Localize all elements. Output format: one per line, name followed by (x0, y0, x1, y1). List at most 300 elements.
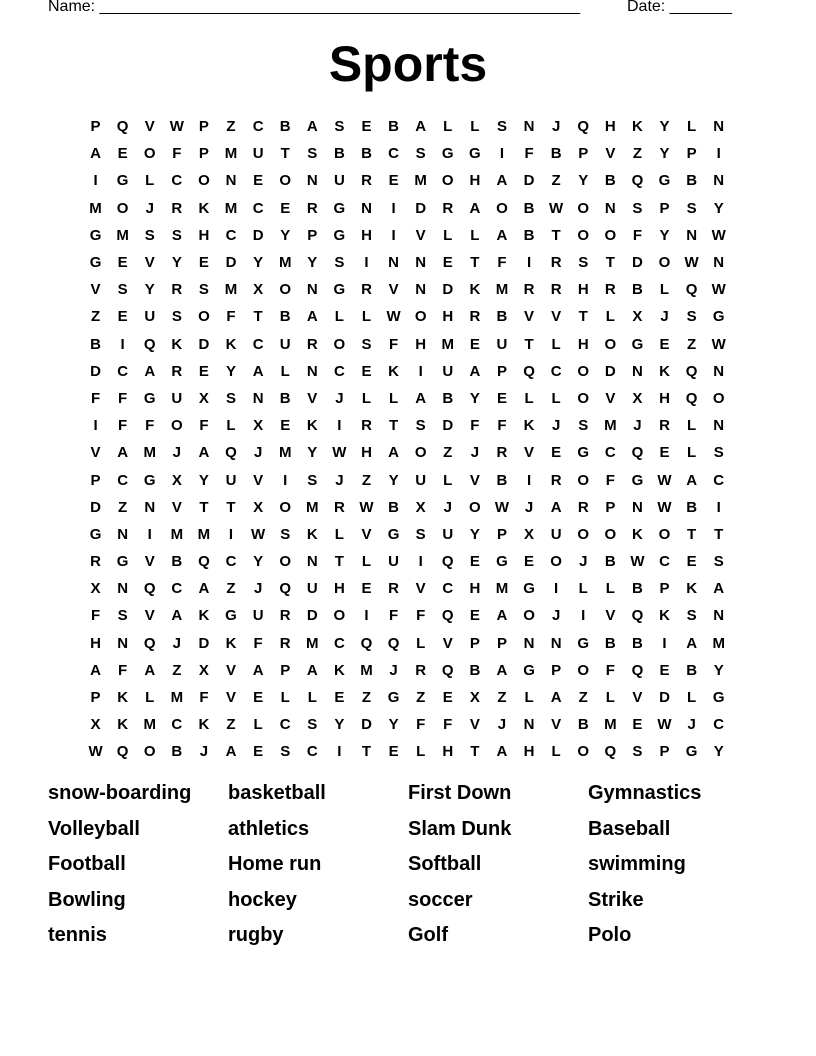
grid-letter: U (415, 471, 427, 489)
grid-letter: Q (631, 661, 644, 679)
grid-letter: Y (469, 525, 480, 543)
grid-letter: B (632, 281, 643, 299)
grid-letter: S (171, 226, 182, 244)
grid-letter: Q (685, 281, 698, 299)
grid-letter: R (279, 607, 291, 625)
word-list-item: Baseball (588, 817, 671, 840)
grid-letter: U (496, 335, 508, 353)
grid-letter: G (631, 335, 644, 353)
grid-letter: U (306, 580, 318, 598)
grid-letter: M (278, 254, 292, 272)
grid-letter: D (198, 335, 210, 353)
grid-letter: E (198, 362, 209, 380)
grid-letter: E (469, 607, 480, 625)
grid-letter: J (253, 444, 263, 462)
grid-letter: N (117, 525, 129, 543)
grid-letter: N (117, 580, 129, 598)
grid-letter: F (226, 308, 236, 326)
grid-row (82, 711, 742, 738)
grid-row (82, 575, 742, 602)
grid-letter: N (632, 362, 643, 380)
grid-letter: N (550, 634, 562, 652)
grid-letter: L (470, 226, 480, 244)
grid-letter: L (416, 743, 426, 761)
grid-letter: S (632, 199, 643, 217)
grid-letter: O (279, 172, 292, 190)
grid-letter: G (469, 145, 481, 163)
grid-letter: M (116, 226, 129, 244)
grid-letter: L (334, 308, 344, 326)
word-list-item: snow-boarding (48, 782, 192, 804)
grid-letter: P (659, 743, 670, 761)
grid-letter: Q (279, 580, 292, 598)
grid-letter: L (551, 743, 561, 761)
grid-letter: N (117, 634, 129, 652)
grid-letter: Q (116, 118, 129, 136)
grid-letter: B (469, 661, 481, 679)
grid-letter: G (116, 553, 129, 571)
grid-letter: O (198, 308, 210, 326)
grid-letter: V (551, 716, 562, 734)
grid-letter: B (361, 145, 372, 163)
grid-letter: L (605, 689, 615, 707)
grid-letter: P (496, 525, 507, 543)
grid-letter: Y (307, 254, 318, 272)
grid-letter: S (144, 226, 155, 244)
grid-letter: C (171, 172, 183, 190)
grid-letter: N (415, 281, 427, 299)
grid-letter: M (441, 335, 455, 353)
grid-letter: W (684, 254, 699, 272)
grid-letter: H (604, 118, 616, 136)
grid-letter: K (632, 118, 643, 136)
grid-letter: L (280, 362, 290, 380)
grid-letter: S (280, 525, 291, 543)
grid-letter: R (171, 281, 183, 299)
grid-letter: A (306, 661, 318, 679)
grid-letter: J (551, 118, 561, 136)
grid-letter: Q (631, 607, 644, 625)
grid-letter: O (170, 417, 183, 435)
grid-letter: E (659, 661, 670, 679)
word-list-item: Slam Dunk (408, 817, 512, 840)
grid-letter: M (89, 199, 102, 217)
grid-letter: S (496, 118, 507, 136)
grid-letter: P (551, 661, 562, 679)
grid-letter: A (144, 362, 156, 380)
grid-letter: I (581, 607, 586, 625)
grid-letter: D (523, 172, 535, 190)
grid-letter: K (198, 607, 210, 625)
grid-letter: O (604, 226, 617, 244)
grid-letter: R (415, 661, 427, 679)
grid-letter: S (334, 254, 345, 272)
grid-letter: U (442, 362, 454, 380)
grid-letter: A (415, 118, 427, 136)
grid-letter: J (253, 580, 263, 598)
name-field-label: Name: ______________________________________________________ (48, 0, 581, 15)
grid-letter: O (333, 607, 346, 625)
grid-letter: U (252, 607, 264, 625)
grid-letter: D (252, 226, 264, 244)
grid-letter: X (469, 689, 480, 707)
grid-letter: D (90, 498, 101, 516)
grid-letter: X (524, 525, 535, 543)
grid-letter: W (657, 471, 672, 489)
grid-letter: Y (253, 254, 264, 272)
grid-letter: D (90, 362, 101, 380)
grid-letter: O (604, 525, 617, 543)
grid-letter: N (306, 172, 318, 190)
grid-letter: O (143, 743, 156, 761)
grid-letter: B (604, 553, 616, 571)
grid-letter: O (577, 661, 590, 679)
grid-letter: F (524, 145, 534, 163)
grid-row (82, 412, 742, 439)
grid-letter: Y (280, 226, 291, 244)
grid-letter: I (526, 471, 532, 489)
grid-letter: G (631, 471, 644, 489)
grid-letter: H (442, 743, 454, 761)
grid-letter: H (90, 634, 101, 652)
grid-letter: M (604, 716, 617, 734)
grid-letter: M (224, 281, 238, 299)
grid-letter: N (361, 199, 372, 217)
grid-letter: G (496, 553, 508, 571)
grid-letter: F (470, 417, 480, 435)
grid-letter: X (253, 498, 264, 516)
grid-letter: Z (443, 444, 453, 462)
grid-letter: R (496, 444, 508, 462)
grid-letter: T (334, 553, 344, 571)
grid-letter: I (391, 226, 396, 244)
grid-letter: S (415, 417, 426, 435)
grid-letter: E (686, 553, 697, 571)
grid-letter: H (361, 226, 372, 244)
grid-letter: Y (388, 716, 399, 734)
grid-letter: B (171, 743, 183, 761)
grid-letter: G (387, 689, 400, 707)
grid-letter: C (171, 716, 183, 734)
grid-letter: F (145, 417, 155, 435)
grid-letter: D (442, 417, 454, 435)
grid-letter: X (253, 281, 264, 299)
grid-letter: E (361, 580, 372, 598)
grid-letter: U (388, 553, 399, 571)
grid-letter: T (470, 743, 480, 761)
word-list-item: Golf (408, 924, 448, 947)
grid-letter: X (198, 389, 209, 407)
grid-row (82, 358, 742, 385)
grid-letter: Z (172, 661, 182, 679)
grid-letter: T (470, 254, 480, 272)
grid-letter: A (469, 362, 481, 380)
grid-letter: G (523, 661, 535, 679)
grid-letter: A (306, 118, 318, 136)
grid-letter: V (605, 389, 616, 407)
grid-letter: F (118, 389, 128, 407)
grid-letter: V (226, 689, 237, 707)
grid-letter: C (306, 743, 318, 761)
grid-letter: P (90, 471, 101, 489)
grid-letter: A (415, 389, 427, 407)
grid-letter: E (469, 335, 480, 353)
grid-letter: Z (497, 689, 507, 707)
grid-letter: R (90, 553, 101, 571)
grid-letter: K (523, 417, 535, 435)
grid-letter: L (443, 118, 453, 136)
grid-letter: K (225, 335, 237, 353)
grid-letter: O (279, 281, 292, 299)
grid-letter: E (524, 553, 535, 571)
grid-letter: D (659, 689, 670, 707)
grid-letter: G (658, 172, 671, 190)
grid-letter: E (469, 553, 480, 571)
grid-letter: Y (469, 389, 480, 407)
grid-letter: G (577, 444, 590, 462)
grid-letter: Y (659, 145, 670, 163)
grid-letter: V (361, 525, 372, 543)
grid-letter: C (713, 471, 725, 489)
grid-letter: E (388, 743, 399, 761)
grid-letter: X (90, 580, 101, 598)
grid-letter: U (144, 308, 156, 326)
grid-row (82, 167, 742, 194)
grid-letter: R (171, 199, 183, 217)
grid-letter: O (577, 389, 590, 407)
grid-letter: P (198, 145, 209, 163)
grid-letter: E (659, 444, 670, 462)
grid-letter: K (686, 580, 698, 598)
grid-letter: P (659, 199, 670, 217)
grid-letter: K (333, 661, 345, 679)
grid-letter: Q (441, 661, 454, 679)
grid-letter: Q (441, 607, 454, 625)
grid-letter: Q (441, 553, 454, 571)
grid-letter: B (333, 145, 345, 163)
grid-letter: I (283, 471, 288, 489)
grid-letter: F (388, 335, 399, 353)
grid-letter: A (171, 607, 183, 625)
grid-letter: Z (551, 172, 561, 190)
grid-letter: R (171, 362, 183, 380)
word-list-item: soccer (408, 888, 473, 911)
grid-letter: S (632, 743, 643, 761)
grid-letter: L (659, 281, 670, 299)
grid-letter: U (171, 389, 183, 407)
grid-letter: R (306, 335, 318, 353)
grid-letter: O (279, 498, 292, 516)
grid-letter: O (577, 743, 590, 761)
grid-letter: B (171, 553, 183, 571)
grid-letter: Y (659, 226, 670, 244)
grid-letter: T (551, 226, 561, 244)
grid-letter: X (632, 389, 643, 407)
grid-letter: C (604, 444, 616, 462)
grid-letter: O (414, 308, 427, 326)
grid-letter: W (386, 308, 401, 326)
grid-letter: S (415, 145, 426, 163)
grid-letter: J (660, 308, 669, 326)
grid-letter: D (632, 254, 643, 272)
grid-letter: A (496, 226, 508, 244)
grid-letter: P (496, 634, 507, 652)
grid-letter: O (577, 471, 590, 489)
grid-letter: H (198, 226, 210, 244)
grid-letter: L (605, 580, 615, 598)
grid-letter: S (686, 199, 697, 217)
grid-letter: M (604, 417, 617, 435)
grid-letter: A (225, 743, 237, 761)
word-list-item: swimming (588, 853, 686, 876)
grid-letter: X (90, 716, 101, 734)
grid-letter: Q (685, 362, 698, 380)
grid-letter: A (198, 580, 210, 598)
grid-letter: L (334, 525, 344, 543)
grid-letter: C (117, 471, 129, 489)
grid-letter: J (335, 471, 344, 489)
grid-letter: D (306, 607, 318, 625)
grid-letter: F (253, 634, 263, 652)
grid-letter: B (442, 389, 454, 407)
grid-letter: E (496, 389, 507, 407)
grid-letter: L (687, 444, 697, 462)
grid-letter: A (388, 444, 399, 462)
grid-letter: J (335, 389, 344, 407)
grid-letter: L (524, 689, 534, 707)
grid-letter: W (88, 743, 103, 761)
grid-letter: A (117, 444, 129, 462)
grid-letter: R (550, 471, 562, 489)
grid-letter: B (523, 226, 535, 244)
grid-letter: F (497, 417, 507, 435)
grid-letter: S (307, 145, 318, 163)
grid-row (82, 249, 742, 276)
grid-letter: M (306, 634, 319, 652)
grid-letter: K (306, 417, 318, 435)
grid-letter: J (145, 199, 154, 217)
grid-letter: L (551, 335, 561, 353)
grid-letter: B (632, 634, 643, 652)
grid-letter: M (170, 525, 184, 543)
grid-letter: B (686, 498, 698, 516)
grid-row (82, 140, 742, 167)
grid-letter: B (604, 634, 616, 652)
word-list-item: Polo (588, 924, 632, 947)
grid-letter: H (415, 335, 427, 353)
grid-letter: V (388, 281, 399, 299)
grid-row (82, 521, 742, 548)
grid-letter: T (605, 254, 615, 272)
grid-letter: A (686, 471, 698, 489)
grid-row (82, 602, 742, 629)
grid-letter: Z (361, 689, 372, 707)
word-list-item: Home run (228, 853, 322, 876)
grid-letter: J (497, 716, 507, 734)
grid-letter: M (143, 716, 156, 734)
grid-letter: N (523, 118, 535, 136)
grid-letter: D (361, 716, 372, 734)
grid-letter: N (713, 607, 725, 625)
grid-letter: H (469, 172, 481, 190)
grid-row (82, 684, 742, 711)
grid-letter: Q (116, 743, 129, 761)
grid-letter: S (117, 281, 128, 299)
grid-letter: G (577, 634, 590, 652)
grid-letter: M (495, 281, 509, 299)
grid-letter: J (687, 716, 696, 734)
grid-letter: C (171, 580, 183, 598)
grid-letter: A (550, 498, 562, 516)
grid-letter: O (116, 199, 129, 217)
grid-letter: L (605, 308, 615, 326)
grid-letter: W (711, 226, 726, 244)
grid-letter: L (416, 634, 426, 652)
grid-letter: G (143, 471, 156, 489)
grid-letter: F (416, 716, 426, 734)
grid-letter: P (90, 689, 101, 707)
grid-letter: L (361, 553, 372, 571)
grid-letter: V (524, 308, 535, 326)
grid-letter: O (577, 525, 590, 543)
grid-letter: K (171, 335, 183, 353)
grid-letter: J (579, 553, 588, 571)
grid-letter: S (307, 716, 318, 734)
grid-letter: L (361, 308, 372, 326)
grid-letter: L (687, 417, 697, 435)
grid-letter: X (632, 308, 643, 326)
word-list-item: hockey (228, 888, 297, 911)
word-search-grid (82, 113, 742, 766)
grid-letter: L (578, 580, 588, 598)
date-field-label: Date: _______ (627, 0, 732, 15)
grid-letter: H (577, 281, 589, 299)
grid-letter: W (549, 199, 564, 217)
grid-letter: B (496, 308, 508, 326)
grid-row (82, 331, 742, 358)
grid-letter: C (279, 716, 291, 734)
grid-letter: V (171, 498, 182, 516)
grid-letter: N (306, 281, 318, 299)
grid-letter: W (657, 498, 672, 516)
grid-letter: E (280, 199, 291, 217)
grid-letter: K (306, 525, 318, 543)
grid-letter: T (388, 417, 399, 435)
grid-letter: A (496, 607, 508, 625)
grid-row (82, 276, 742, 303)
grid-row (82, 222, 742, 249)
grid-letter: Y (226, 362, 237, 380)
grid-letter: U (225, 471, 237, 489)
grid-letter: G (712, 308, 725, 326)
grid-letter: E (253, 172, 264, 190)
grid-letter: O (143, 145, 156, 163)
grid-letter: H (442, 308, 454, 326)
grid-letter: B (279, 118, 291, 136)
grid-letter: R (659, 417, 670, 435)
grid-letter: W (359, 498, 374, 516)
grid-letter: W (169, 118, 184, 136)
grid-letter: A (306, 308, 318, 326)
grid-letter: T (361, 743, 372, 761)
grid-letter: S (415, 525, 426, 543)
grid-letter: A (144, 661, 156, 679)
grid-letter: G (333, 199, 346, 217)
grid-letter: R (333, 498, 345, 516)
grid-letter: E (659, 335, 670, 353)
grid-letter: Q (143, 580, 156, 598)
grid-letter: B (496, 471, 508, 489)
